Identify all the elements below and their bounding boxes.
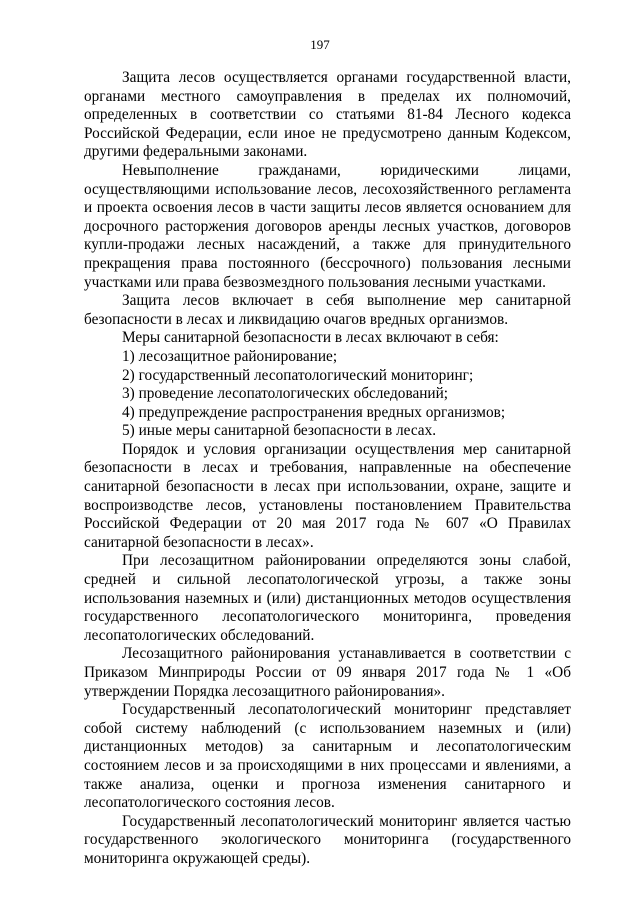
paragraph: Лесозащитного районирования устанавливается в соответствии с Приказом Минприроды России от 09 января 2017 года № 1 «Об утверждении Порядка лесозащитного районирования».: [84, 645, 571, 700]
paragraph: Меры санитарной безопасности в лесах включают в себя:: [122, 329, 499, 347]
list-item: 3) проведение лесопатологических обследований;: [122, 385, 449, 403]
page-number: 197: [310, 37, 330, 52]
paragraph: Порядок и условия организации осуществления мер санитарной безопасности в лесах и требования, направленные на обеспечение санитарной безопасности в лесах при использовании, охране, защите и воспроизводстве лесов, установлены постановлением Правительства Российской Федерации от 20 мая 2017 года № 607 «О Правилах санитарной безопасности в лесах».: [84, 440, 571, 551]
paragraph: При лесозащитном районировании определяются зоны слабой, средней и сильной лесопатологической угрозы, а также зоны использования наземных и (или) дистанционных методов осуществления государственного лесопатологического мониторинга, проведения лесопатологических обследований.: [84, 552, 571, 644]
paragraph: Защита лесов включает в себя выполнение мер санитарной безопасности в лесах и ликвидацию очагов вредных организмов.: [84, 292, 571, 328]
paragraph: Защита лесов осуществляется органами государственной власти, органами местного самоуправления в пределах их полномочий, определенных в соответствии со статьями 81-84 Лесного кодекса Российской Федерации, если иное не предусмотрено данным Кодексом, другими федеральными законами.: [84, 69, 571, 161]
list-item: 5) иные меры санитарной безопасности в лесах.: [122, 422, 437, 440]
list-item: 1) лесозащитное районирование;: [122, 347, 338, 365]
list-item: 2) государственный лесопатологический мониторинг;: [122, 366, 474, 384]
paragraph: Государственный лесопатологический мониторинг является частью государственного экологического мониторинга (государственного мониторинга окружающей среды).: [84, 812, 571, 867]
body-text: [84, 69, 571, 869]
list-item: 4) предупреждение распространения вредных организмов;: [122, 403, 506, 421]
paragraph: Государственный лесопатологический мониторинг представляет собой систему наблюдений (с использованием наземных и (или) дистанционных методов) за санитарным и лесопатологическим состоянием лесов и за происходящими в них процессами и явлениями, а также анализа, оценки и прогноза изменения санитарного и лесопатологического состояния лесов.: [84, 701, 571, 812]
paragraph: Невыполнение гражданами, юридическими лицами, осуществляющими использование лесов, лесохозяйственного регламента и проекта освоения лесов в части защиты лесов является основанием для досрочного расторжения договоров аренды лесных участков, договоров купли-продажи лесных насаждений, а также для принудительного прекращения права постоянного (бессрочного) пользования лесными участками или права безвозмездного пользования лесными участками.: [84, 161, 571, 291]
